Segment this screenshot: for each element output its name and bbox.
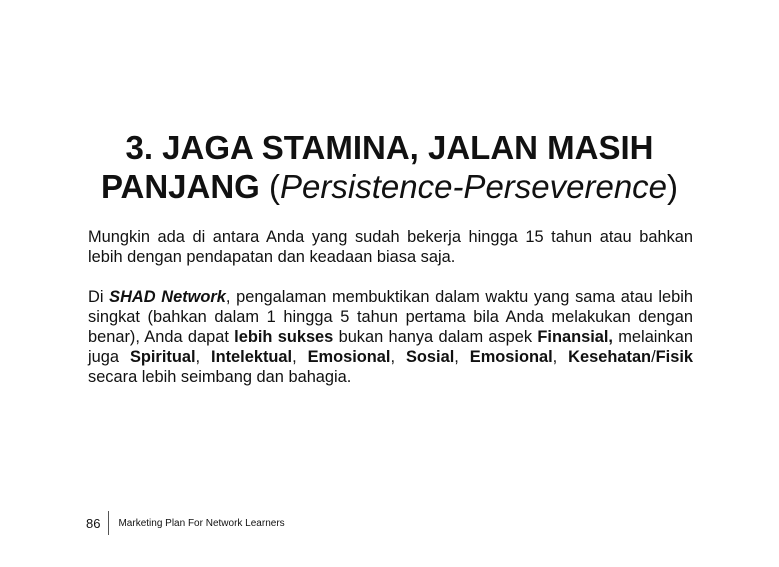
paragraph-2 [88, 287, 693, 387]
title-open-paren: ( [269, 168, 281, 205]
text-run: Di [88, 288, 110, 306]
text-run: melainkan juga [88, 328, 693, 366]
text-run: / [651, 348, 656, 366]
title-line-2: PANJANG [100, 168, 260, 205]
page-number: 86 [86, 515, 101, 531]
text-run: secara lebih seimbang dan bahagia. [88, 368, 352, 386]
bold-term: Emosional [469, 348, 553, 366]
title-line-1: 3. JAGA STAMINA, JALAN MASIH [125, 129, 654, 166]
page-title [0, 128, 779, 206]
text-run: , [552, 348, 569, 366]
text-run: , [454, 348, 470, 366]
bold-term: Kesehatan [568, 348, 652, 366]
bold-term: Finansial, [537, 328, 613, 346]
text-run: , [292, 348, 308, 366]
bold-term: Spiritual [129, 348, 196, 366]
bold-term: Fisik [655, 348, 693, 366]
text-run: , pengalaman membuktikan dalam waktu yang sama atau lebih singkat (bahkan dalam 1 hingga 5 tahun pertama bila Anda melakukan dengan benar), Anda dapat [88, 288, 693, 346]
bold-term: Sosial [405, 348, 455, 366]
text-run: bukan hanya dalam aspek [333, 328, 538, 346]
title-subtitle: Persistence-Perseverence [280, 168, 668, 205]
text-run: , [390, 348, 406, 366]
text-run: , [195, 348, 212, 366]
footer-divider [108, 511, 109, 535]
footer-label: Marketing Plan For Network Learners [118, 517, 285, 529]
page-footer [86, 511, 285, 535]
brand-name: SHAD Network [109, 288, 226, 306]
title-close-paren: ) [667, 168, 679, 205]
body-text [88, 227, 693, 407]
paragraph-1: Mungkin ada di antara Anda yang sudah bekerja hingga 15 tahun atau bahkan lebih dengan pendapatan dan keadaan biasa saja. [88, 228, 693, 266]
bold-term: Emosional [307, 348, 391, 366]
bold-term: lebih sukses [234, 328, 334, 346]
bold-term: Intelektual [211, 348, 293, 366]
